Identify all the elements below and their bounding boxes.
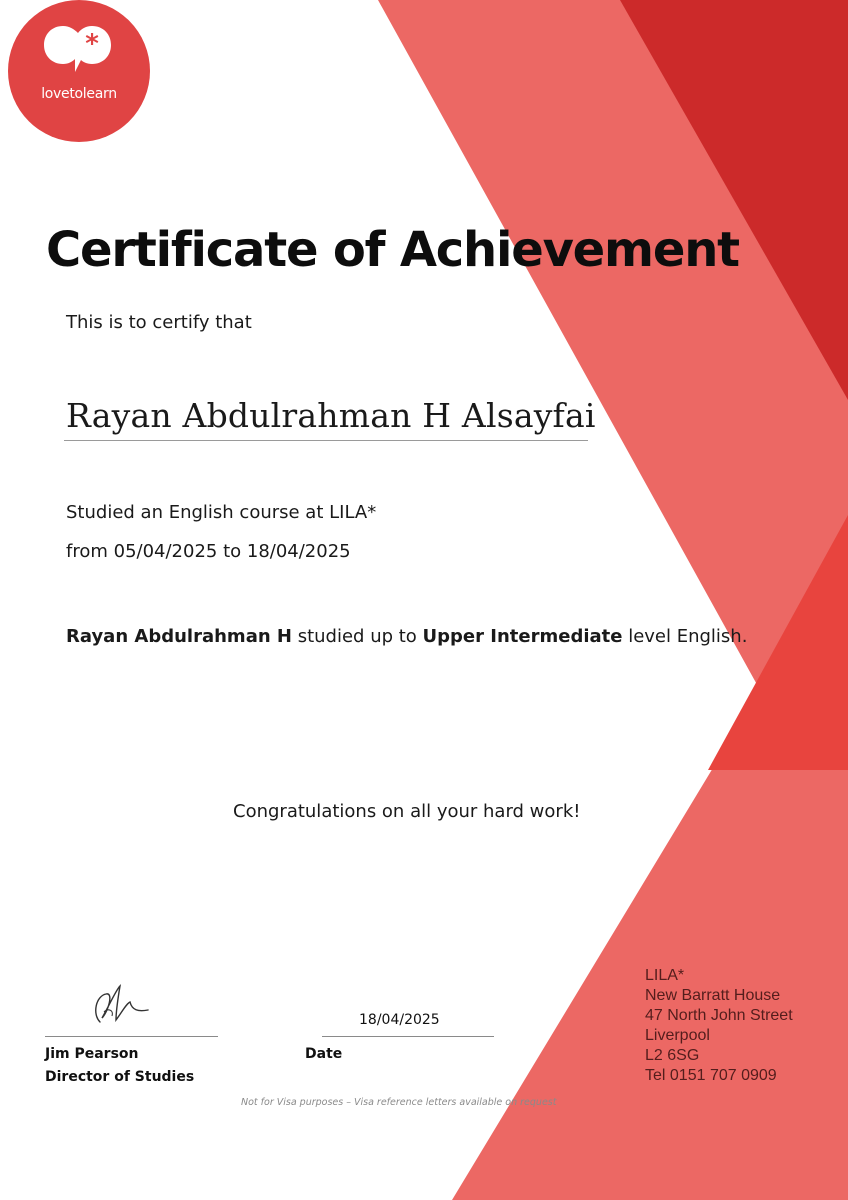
date-label: Date bbox=[305, 1046, 343, 1062]
level-value: Upper Intermediate bbox=[422, 626, 623, 647]
date-value: 18/04/2025 bbox=[359, 1012, 440, 1028]
footnote: Not for Visa purposes – Visa reference letters available on request bbox=[241, 1097, 557, 1108]
address-line: Liverpool bbox=[645, 1027, 710, 1044]
signature-image bbox=[86, 982, 158, 1030]
address-line: New Barratt House bbox=[645, 987, 781, 1004]
address-line: 47 North John Street bbox=[645, 1007, 793, 1024]
address-block bbox=[645, 966, 793, 1086]
level-statement bbox=[66, 626, 747, 647]
signature-line bbox=[45, 1036, 218, 1037]
level-middle-text: studied up to bbox=[291, 626, 423, 647]
signatory-role: Director of Studies bbox=[45, 1069, 195, 1085]
intro-text: This is to certify that bbox=[66, 312, 252, 333]
address-line: Tel 0151 707 0909 bbox=[645, 1067, 777, 1084]
course-line: Studied an English course at LILA* bbox=[66, 502, 377, 523]
recipient-name: Rayan Abdulrahman H Alsayfai bbox=[66, 396, 596, 435]
address-line: LILA* bbox=[645, 967, 685, 984]
level-student-name: Rayan Abdulrahman H bbox=[66, 626, 292, 647]
level-end-text: level English. bbox=[622, 626, 748, 647]
congratulations-text: Congratulations on all your hard work! bbox=[233, 801, 581, 822]
date-line bbox=[322, 1036, 494, 1037]
address-line: L2 6SG bbox=[645, 1047, 700, 1064]
lovetolearn-logo bbox=[8, 0, 150, 142]
certificate-title: Certificate of Achievement bbox=[46, 222, 739, 278]
dates-line: from 05/04/2025 to 18/04/2025 bbox=[66, 541, 351, 562]
signatory-name: Jim Pearson bbox=[45, 1046, 139, 1062]
svg-text:*: * bbox=[85, 29, 99, 59]
logo-text: lovetolearn bbox=[41, 86, 117, 102]
name-underline bbox=[64, 440, 588, 441]
